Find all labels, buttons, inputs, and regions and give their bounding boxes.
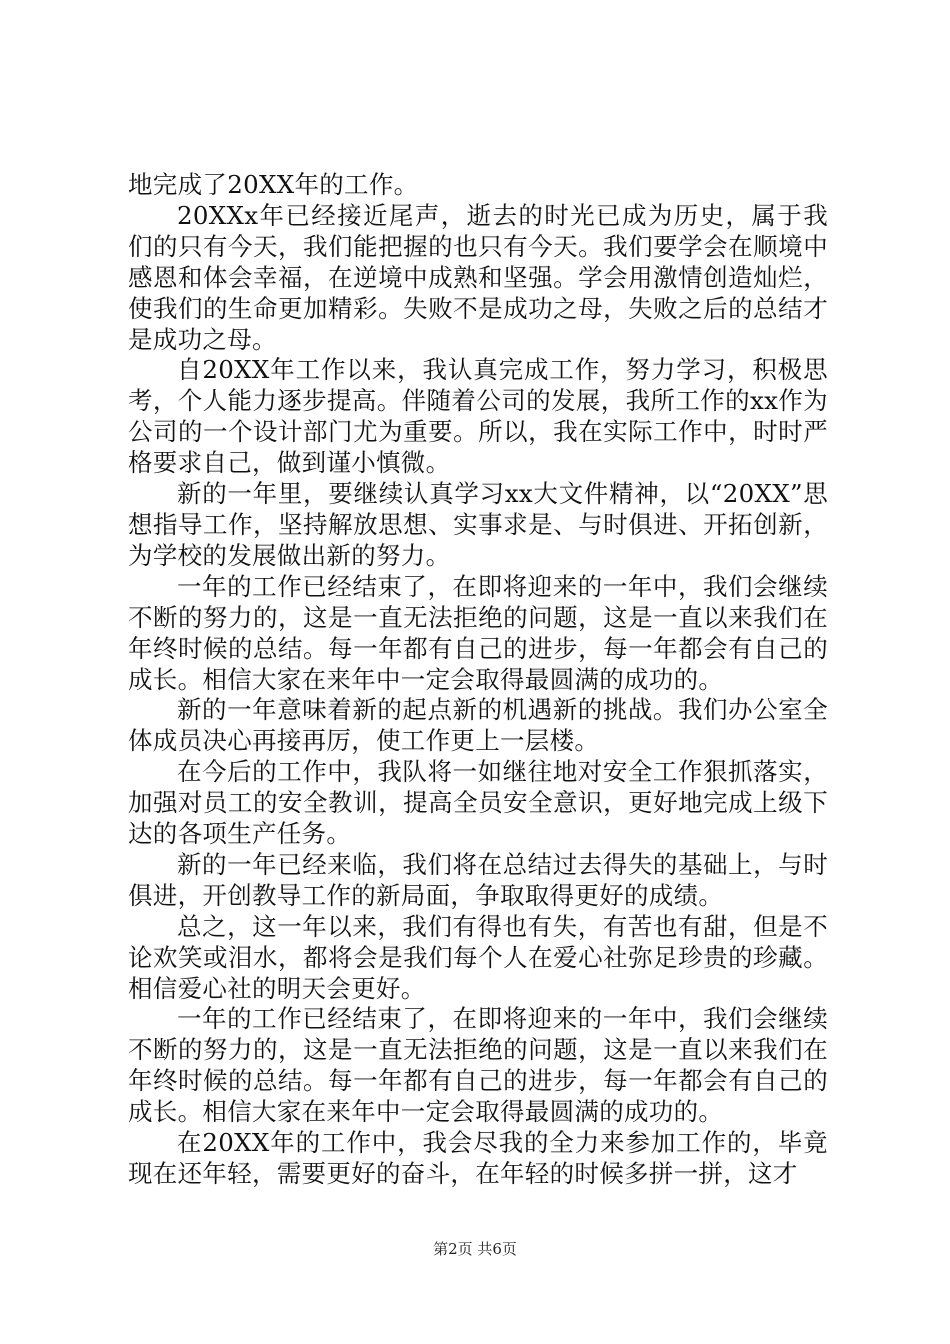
paragraph-4: 新的一年里，要继续认真学习xx大文件精神，以“20XX”思想指导工作，坚持解放思想、实事求是、与时俱进、开拓创新，为学校的发展做出新的努力。 [128,479,828,570]
paragraph-11: 在20XX年的工作中，我会尽我的全力来参加工作的，毕竟现在还年轻，需要更好的奋斗，在年轻的时候多拼一拼，这才 [128,1128,828,1188]
paragraph-8: 新的一年已经来临，我们将在总结过去得失的基础上，与时俱进，开创教导工作的新局面，争取取得更好的成绩。 [128,849,828,910]
document-body [128,170,828,1190]
paragraph-1: 地完成了20XX年的工作。 [128,170,419,199]
paragraph-7: 在今后的工作中，我队将一如继往地对安全工作狠抓落实，加强对员工的安全教训，提高全员安全意识，更好地完成上级下达的各项生产任务。 [128,757,828,849]
paragraph-3: 自20XX年工作以来，我认真完成工作，努力学习，积极思考，个人能力逐步提高。伴随着公司的发展，我所工作的xx作为公司的一个设计部门尤为重要。所以，我在实际工作中，时时严格要求自己，做到谨小慎微。 [128,355,828,478]
paragraph-2: 20XXx年已经接近尾声，逝去的时光已成为历史，属于我们的只有今天，我们能把握的也只有今天。我们要学会在顺境中感恩和体会幸福，在逆境中成熟和坚强。学会用激情创造灿烂，使我们的生命更加精彩。失败不是成功之母，失败之后的总结才是成功之母。 [128,200,828,354]
paragraph-10: 一年的工作已经结束了，在即将迎来的一年中，我们会继续不断的努力的，这是一直无法拒绝的问题，这是一直以来我们在年终时候的总结。每一年都有自己的进步，每一年都会有自己的成长。相信大家在来年中一定会取得最圆满的成功的。 [128,1004,828,1127]
page-number-footer: 第2页 共6页 [433,1240,517,1258]
paragraph-9: 总之，这一年以来，我们有得也有失，有苦也有甜，但是不论欢笑或泪水，都将会是我们每个人在爱心社弥足珍贵的珍藏。相信爱心社的明天会更好。 [128,911,828,1003]
paragraph-6: 新的一年意味着新的起点新的机遇新的挑战。我们办公室全体成员决心再接再厉，使工作更上一层楼。 [128,695,828,756]
paragraph-5: 一年的工作已经结束了，在即将迎来的一年中，我们会继续不断的努力的，这是一直无法拒绝的问题，这是一直以来我们在年终时候的总结。每一年都有自己的进步，每一年都会有自己的成长。相信大家在来年中一定会取得最圆满的成功的。 [128,571,828,694]
